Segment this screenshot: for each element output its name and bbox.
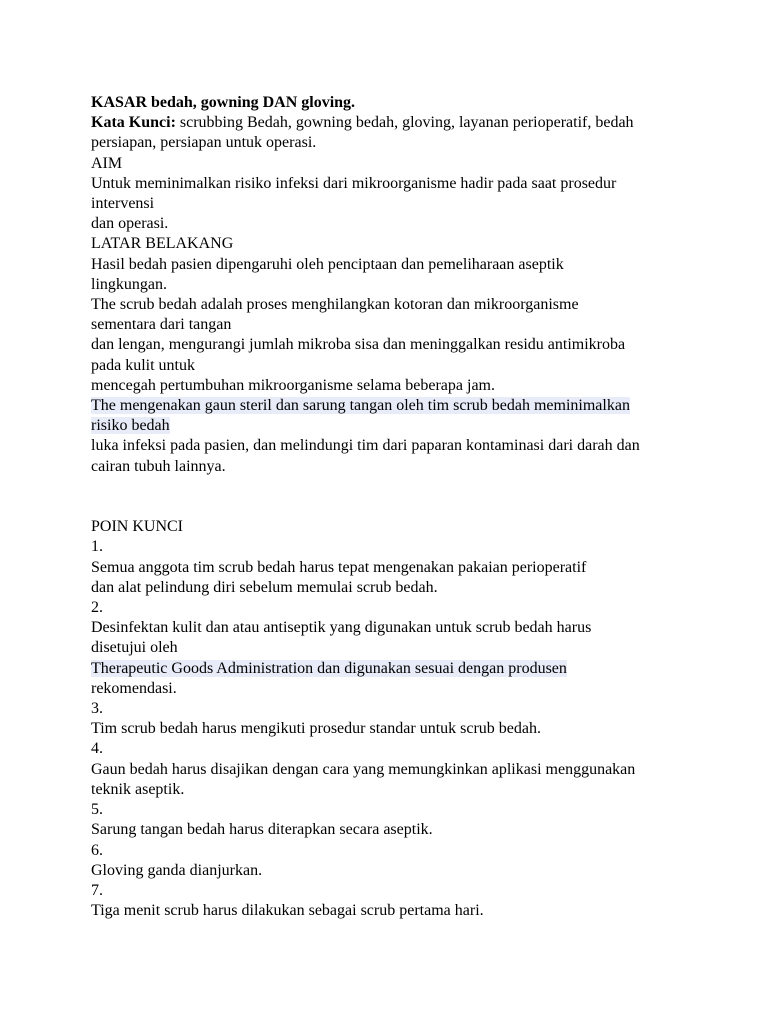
document-title: KASAR bedah, gowning DAN gloving. <box>91 94 356 111</box>
point-text: Tim scrub bedah harus mengikuti prosedur standar untuk scrub bedah. <box>91 720 541 738</box>
point-text: teknik aseptik. <box>91 780 185 798</box>
point-number: 3. <box>91 700 103 718</box>
background-line: lingkungan. <box>91 275 167 293</box>
point-number: 7. <box>91 881 103 899</box>
point-text: Gloving ganda dianjurkan. <box>91 861 263 879</box>
section-spacer <box>91 477 691 517</box>
background-line: dan lengan, mengurangi jumlah mikroba sisa dan meninggalkan residu antimikroba <box>91 336 626 354</box>
background-highlight-line: The mengenakan gaun steril dan sarung tangan oleh tim scrub bedah meminimalkan <box>91 397 630 415</box>
background-line: The scrub bedah adalah proses menghilangkan kotoran dan mikroorganisme <box>91 296 579 314</box>
point-number: 1. <box>91 538 103 556</box>
background-line: Hasil bedah pasien dipengaruhi oleh penciptaan dan pemeliharaan aseptik <box>91 255 564 273</box>
background-line: cairan tubuh lainnya. <box>91 457 226 475</box>
aim-line: dan operasi. <box>91 215 169 233</box>
point-text: rekomendasi. <box>91 679 177 697</box>
keywords-line-2: persiapan, persiapan untuk operasi. <box>91 134 317 152</box>
aim-heading: AIM <box>91 154 123 172</box>
point-number: 2. <box>91 599 103 617</box>
point-text: Sarung tangan bedah harus diterapkan secara aseptik. <box>91 821 433 839</box>
point-text: Desinfektan kulit dan atau antiseptik yang digunakan untuk scrub bedah harus <box>91 619 592 637</box>
point-text: Tiga menit scrub harus dilakukan sebagai scrub pertama hari. <box>91 902 484 920</box>
point-text: dan alat pelindung diri sebelum memulai scrub bedah. <box>91 578 438 596</box>
background-highlight-line: risiko bedah <box>91 417 170 435</box>
point-number: 6. <box>91 841 103 859</box>
document-page <box>91 93 691 921</box>
keywords-line <box>91 113 691 133</box>
point-highlight-text: Therapeutic Goods Administration dan digunakan sesuai dengan produsen <box>91 659 567 677</box>
aim-line: intervensi <box>91 195 155 213</box>
point-number: 4. <box>91 740 103 758</box>
key-points-heading: POIN KUNCI <box>91 518 183 536</box>
background-line: pada kulit untuk <box>91 356 195 374</box>
point-text: Gaun bedah harus disajikan dengan cara yang memungkinkan aplikasi menggunakan <box>91 760 636 778</box>
point-text: disetujui oleh <box>91 639 178 657</box>
background-line: luka infeksi pada pasien, dan melindungi tim dari paparan kontaminasi dari darah dan <box>91 437 640 455</box>
background-line: sementara dari tangan <box>91 316 232 334</box>
background-heading: LATAR BELAKANG <box>91 235 234 253</box>
keywords-label: Kata Kunci: <box>91 114 176 132</box>
aim-line: Untuk meminimalkan risiko infeksi dari mikroorganisme hadir pada saat prosedur <box>91 174 617 192</box>
point-number: 5. <box>91 801 103 819</box>
keywords-text: scrubbing Bedah, gowning bedah, gloving, layanan perioperatif, bedah <box>175 114 634 132</box>
background-line: mencegah pertumbuhan mikroorganisme selama beberapa jam. <box>91 376 495 394</box>
point-text: Semua anggota tim scrub bedah harus tepat mengenakan pakaian perioperatif <box>91 558 587 576</box>
